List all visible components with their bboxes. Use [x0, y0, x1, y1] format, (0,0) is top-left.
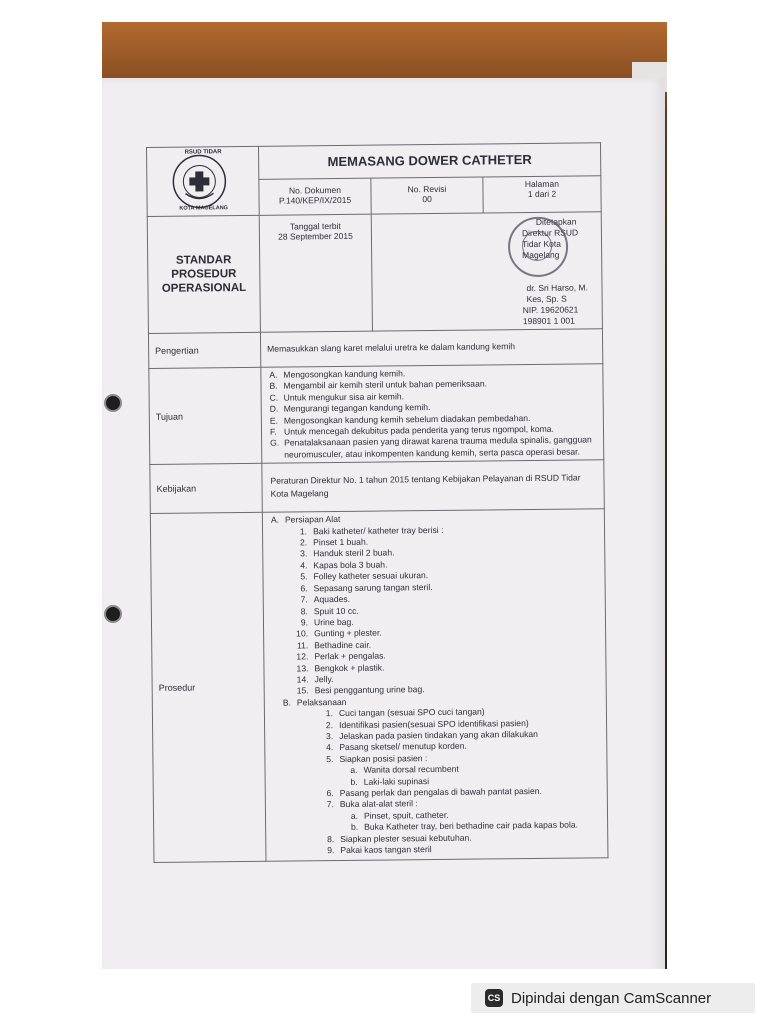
persiapan-number: 12.: [296, 651, 309, 662]
revisi-value: 00: [422, 194, 432, 205]
tujuan-letter: B.: [269, 381, 278, 392]
tujuan-letter: G.: [270, 438, 280, 449]
rsud-logo: [165, 153, 234, 210]
pelaksanaan-item: [274, 842, 599, 857]
pengertian-text: Memasukkan slang karet melalui uretra ke dalam kandung kemih: [260, 329, 602, 368]
prosedur-content: [262, 509, 608, 862]
camscanner-text: Dipindai dengan CamScanner: [511, 989, 712, 1007]
ditetapkan-label: Ditetapkan: [535, 216, 577, 227]
pelaksanaan-text: Buka alat-alat steril :: [339, 798, 418, 810]
pelaksanaan-number: 6.: [326, 788, 334, 799]
camscanner-icon: CS: [485, 989, 503, 1007]
pelaksanaan-text: Pasang sketsel/ menutup korden.: [339, 741, 467, 753]
pelaksanaan-text: Wanita dorsal recumbent: [363, 763, 459, 775]
logo-cell: [147, 146, 260, 216]
pelaksanaan-number: 5.: [326, 753, 334, 764]
persiapan-title: Persiapan Alat: [284, 514, 341, 525]
persiapan-number: 7.: [300, 594, 308, 605]
tujuan-letter: D.: [269, 403, 279, 414]
tujuan-text: Untuk mencegah dekubitus pada penderita yang terus ngompol, koma.: [283, 423, 554, 437]
pelaksanaan-number: 2.: [325, 719, 334, 730]
pelaksanaan-number: 4.: [326, 742, 334, 753]
persiapan-number: 14.: [296, 674, 309, 685]
persiapan-letter: A.: [270, 514, 280, 525]
pelaksanaan-text: Pinset, spuit, catheter.: [363, 809, 449, 821]
pelaksanaan-text: Cuci tangan (sesuai SPO cuci tangan): [338, 706, 485, 719]
tujuan-letter: F.: [269, 426, 277, 437]
tanggal-value: 28 September 2015: [278, 230, 353, 242]
persiapan-text: Aquades.: [313, 593, 351, 605]
pelaksanaan-number: 3.: [325, 731, 334, 742]
sop-line3: OPERASIONAL: [161, 281, 247, 295]
sop-line1: STANDAR: [175, 254, 232, 267]
persiapan-text: Handuk steril 2 buah.: [313, 547, 395, 559]
dokumen-label: No. Dokumen: [288, 184, 341, 196]
tujuan-list: [261, 364, 604, 464]
pelaksanaan-sub-letter: b.: [350, 822, 359, 833]
pelaksanaan-number: 7.: [326, 799, 334, 810]
scanned-photo: [102, 22, 667, 969]
halaman-cell: [483, 176, 601, 213]
binder-hole-bottom: [104, 605, 122, 623]
revisi-cell: [371, 177, 483, 214]
tanggal-cell: [259, 214, 372, 332]
persiapan-number: 1.: [299, 525, 308, 537]
pelaksanaan-text: Identifikasi pasien(sesuai SPO identifikasi pasien): [339, 717, 529, 730]
pelaksanaan-sub-letter: a.: [350, 765, 358, 776]
stamp-inner-ring: [522, 231, 552, 261]
persiapan-number: 8.: [300, 605, 308, 616]
kebijakan-text: Peraturan Direktur No. 1 tahun 2015 tentang Kebijakan Pelayanan di RSUD Tidar Kota Magelang: [262, 460, 605, 513]
persiapan-number: 11.: [296, 640, 309, 651]
pelaksanaan-text: Siapkan posisi pasien :: [339, 752, 428, 764]
persiapan-list: [271, 523, 598, 697]
sop-line2: PROSEDUR: [171, 268, 237, 281]
direktur-text: Direktur RSUD Tidar Kota Magelang: [521, 227, 579, 261]
persiapan-number: 2.: [299, 537, 308, 548]
document-title: MEMASANG DOWER CATHETER: [258, 143, 600, 180]
persiapan-text: Urine bag.: [313, 616, 354, 628]
tujuan-letter: C.: [269, 392, 279, 403]
persiapan-number: 5.: [300, 571, 308, 582]
persiapan-text: Kapas bola 3 buah.: [313, 559, 388, 571]
revisi-label: No. Revisi: [407, 183, 447, 195]
pelaksanaan-letter: B.: [282, 697, 291, 708]
halaman-value: 1 dari 2: [527, 188, 557, 200]
persiapan-text: Pinset 1 buah.: [313, 536, 369, 548]
official-stamp: [508, 217, 569, 278]
tujuan-text: Penatalaksanaan pasien yang dirawat karena trauma medula spinalis, gangguan neuromusculer, atau inkompenten kandung kemih, serta pasca operasi besar.: [284, 434, 592, 460]
pelaksanaan-text: Laki-laki supinasi: [363, 775, 430, 787]
nip-text: NIP. 19620621 198901 1 001: [522, 304, 579, 327]
camscanner-badge: [471, 983, 755, 1013]
sop-label-cell: [147, 215, 260, 333]
persiapan-text: Besi penggantung urine bag.: [314, 684, 425, 696]
persiapan-number: 4.: [300, 560, 308, 571]
persiapan-number: 13.: [296, 662, 309, 673]
halaman-label: Halaman: [524, 178, 559, 190]
pelaksanaan-text: Buka Katheter tray, beri bethadine cair pada kapas bola.: [364, 819, 579, 832]
persiapan-text: Bethadine cair.: [314, 639, 372, 650]
dokumen-value: P.140/KEP/IX/2015: [278, 194, 352, 206]
sop-table: [146, 142, 608, 863]
binder-hole-top: [104, 394, 122, 412]
pelaksanaan-text: Pasang perlak dan pengalas di bawah pantat pasien.: [339, 785, 542, 799]
tujuan-text: Mengambil air kemih steril untuk bahan pemeriksaan.: [283, 378, 488, 391]
tujuan-text: Mengosongkan kandung kemih.: [283, 368, 406, 380]
tujuan-label: Tujuan: [149, 367, 262, 464]
persiapan-number: 15.: [296, 685, 309, 696]
nama-text: dr. Sri Harso, M. Kes, Sp. S: [526, 282, 588, 305]
pelaksanaan-sub-letter: a.: [350, 810, 359, 821]
persiapan-text: Gunting + plester.: [314, 627, 382, 639]
tujuan-item: [270, 435, 595, 461]
kebijakan-label: Kebijakan: [150, 464, 263, 514]
persiapan-number: 10.: [296, 628, 309, 639]
pelaksanaan-number: 8.: [327, 833, 335, 844]
persiapan-text: Folley katheter sesuai ukuran.: [313, 570, 429, 582]
persiapan-number: 6.: [300, 583, 308, 594]
sop-document: [146, 142, 609, 969]
tanggal-label: Tanggal terbit: [289, 220, 341, 232]
tujuan-text: Mengosongkan kandung kemih sebelum diadakan pembedahan.: [283, 412, 531, 426]
tujuan-text: Mengurangi tegangan kandung kemih.: [283, 402, 431, 414]
pelaksanaan-number: 1.: [325, 708, 333, 719]
pelaksanaan-text: Jelaskan pada pasien tindakan yang akan dilakukan: [339, 728, 538, 741]
pelaksanaan-text: Siapkan plester sesuai kebutuhan.: [340, 832, 472, 844]
pelaksanaan-number: 9.: [327, 845, 335, 856]
pelaksanaan-text: Pakai kaos tangan steril: [340, 844, 432, 856]
tujuan-letter: E.: [269, 415, 279, 426]
logo-top-text: RSUD TIDAR: [184, 149, 222, 156]
persiapan-text: Jelly.: [314, 674, 334, 685]
pelaksanaan-list: [273, 705, 600, 857]
persiapan-text: Perlak + pengalas.: [314, 650, 386, 662]
persiapan-number: 3.: [300, 548, 308, 559]
logo-bottom-text: KOTA MAGELANG: [179, 205, 228, 212]
document-page: [102, 78, 665, 969]
pengertian-label: Pengertian: [148, 332, 260, 368]
persiapan-text: Bengkok + plastik.: [314, 662, 385, 673]
pelaksanaan-sub-letter: b.: [350, 776, 358, 787]
tujuan-text: Untuk mengukur sisa air kemih.: [283, 391, 405, 403]
persiapan-number: 9.: [300, 617, 309, 628]
ditetapkan-cell: [371, 212, 602, 331]
pelaksanaan-title: Pelaksanaan: [296, 696, 347, 708]
persiapan-text: Sepasang sarung tangan steril.: [313, 581, 433, 593]
persiapan-text: Spuit 10 cc.: [313, 605, 359, 616]
persiapan-text: Baki katheter/ katheter tray berisi :: [312, 524, 444, 536]
tujuan-letter: A.: [269, 369, 278, 380]
dokumen-cell: [259, 178, 371, 215]
prosedur-label: Prosedur: [150, 513, 266, 863]
